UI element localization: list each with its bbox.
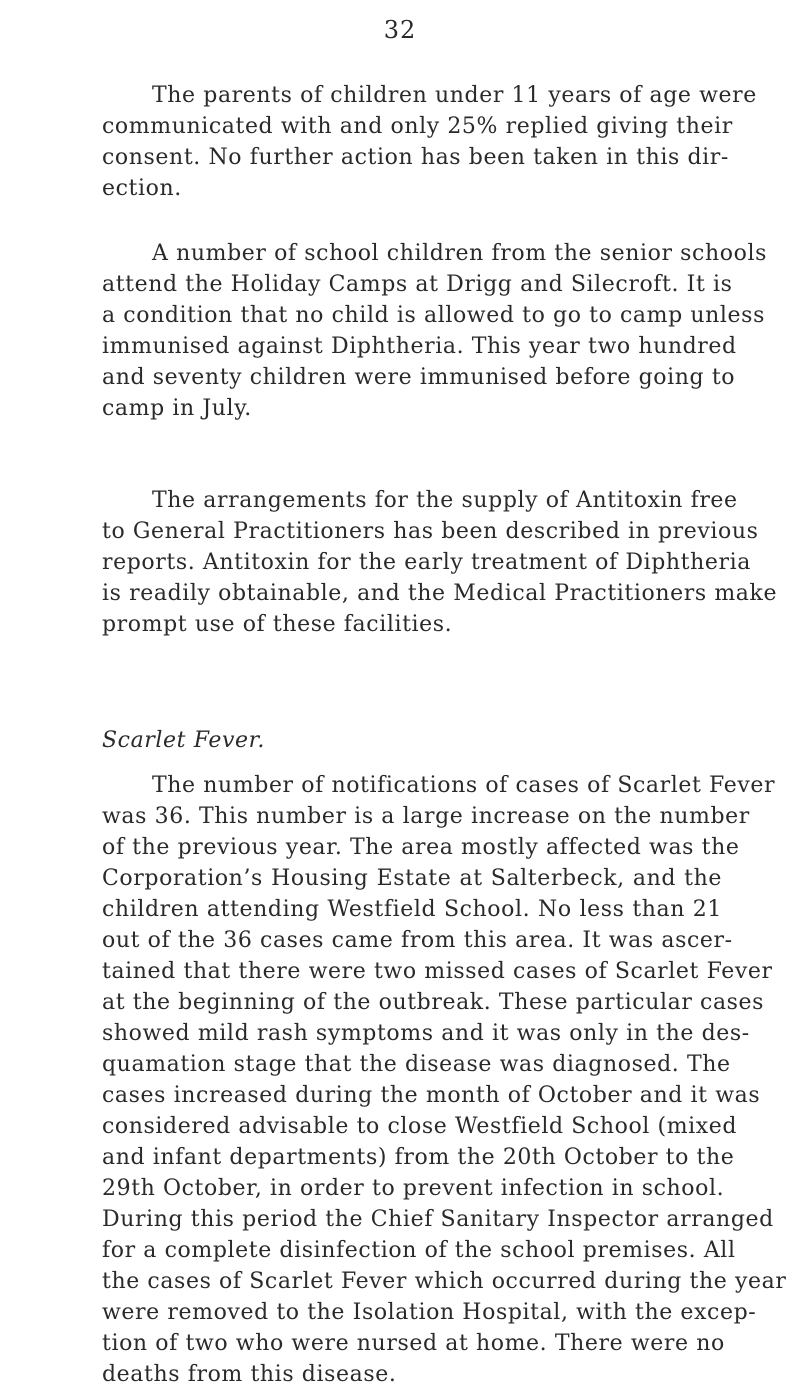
paragraph-line: deaths from this disease. xyxy=(102,1362,397,1387)
paragraph-line: is readily obtainable, and the Medical Practitioners make xyxy=(102,581,778,606)
paragraph-line: consent. No further action has been taken in this dir- xyxy=(102,145,729,170)
paragraph-line: Corporation’s Housing Estate at Salterbeck, and the xyxy=(102,866,722,891)
paragraph-line: immunised against Diphtheria. This year two hundred xyxy=(102,334,737,359)
paragraph-line: reports. Antitoxin for the early treatment of Diphtheria xyxy=(102,550,751,575)
paragraph-line: quamation stage that the disease was diagnosed. The xyxy=(102,1052,731,1077)
paragraph-line: tion of two who were nursed at home. There were no xyxy=(102,1331,725,1356)
paragraph-line: A number of school children from the senior schools xyxy=(152,241,767,266)
paragraph-line: communicated with and only 25% replied giving their xyxy=(102,114,733,139)
paragraph-antitoxin xyxy=(102,485,778,640)
paragraph-line: for a complete disinfection of the school premises. All xyxy=(102,1238,736,1263)
paragraph-line: cases increased during the month of October and it was xyxy=(102,1083,761,1108)
paragraph-line: to General Practitioners has been described in previous xyxy=(102,519,759,544)
paragraph-scarlet-fever xyxy=(102,770,787,1390)
paragraph-line: 29th October, in order to prevent infection in school. xyxy=(102,1176,725,1201)
paragraph-line: were removed to the Isolation Hospital, with the excep- xyxy=(102,1300,757,1325)
paragraph-line: The parents of children under 11 years of age were xyxy=(152,83,757,108)
paragraph-line: The arrangements for the supply of Antitoxin free xyxy=(152,488,738,513)
page-number: 32 xyxy=(383,16,417,44)
paragraph-line: ection. xyxy=(102,176,182,201)
paragraph-consent xyxy=(102,80,757,204)
paragraph-holiday-camps xyxy=(102,238,767,424)
paragraph-line: considered advisable to close Westfield School (mixed xyxy=(102,1114,738,1139)
paragraph-line: at the beginning of the outbreak. These particular cases xyxy=(102,990,765,1015)
paragraph-line: of the previous year. The area mostly affected was the xyxy=(102,835,740,860)
paragraph-line: prompt use of these facilities. xyxy=(102,612,453,637)
paragraph-line: and seventy children were immunised before going to xyxy=(102,365,736,390)
paragraph-line: camp in July. xyxy=(102,396,252,421)
paragraph-line: attend the Holiday Camps at Drigg and Silecroft. It is xyxy=(102,272,733,297)
paragraph-line: The number of notifications of cases of Scarlet Fever xyxy=(152,773,776,798)
paragraph-line: out of the 36 cases came from this area. It was ascer- xyxy=(102,928,733,953)
paragraph-line: children attending Westfield School. No less than 21 xyxy=(102,897,722,922)
paragraph-line: showed mild rash symptoms and it was only in the des- xyxy=(102,1021,750,1046)
paragraph-line: a condition that no child is allowed to go to camp unless xyxy=(102,303,765,328)
paragraph-line: was 36. This number is a large increase on the number xyxy=(102,804,750,829)
section-heading: Scarlet Fever. xyxy=(102,728,265,753)
paragraph-line: During this period the Chief Sanitary Inspector arranged xyxy=(102,1207,774,1232)
paragraph-line: tained that there were two missed cases of Scarlet Fever xyxy=(102,959,773,984)
paragraph-line: and infant departments) from the 20th October to the xyxy=(102,1145,735,1170)
paragraph-line: the cases of Scarlet Fever which occurred during the year xyxy=(102,1269,787,1294)
